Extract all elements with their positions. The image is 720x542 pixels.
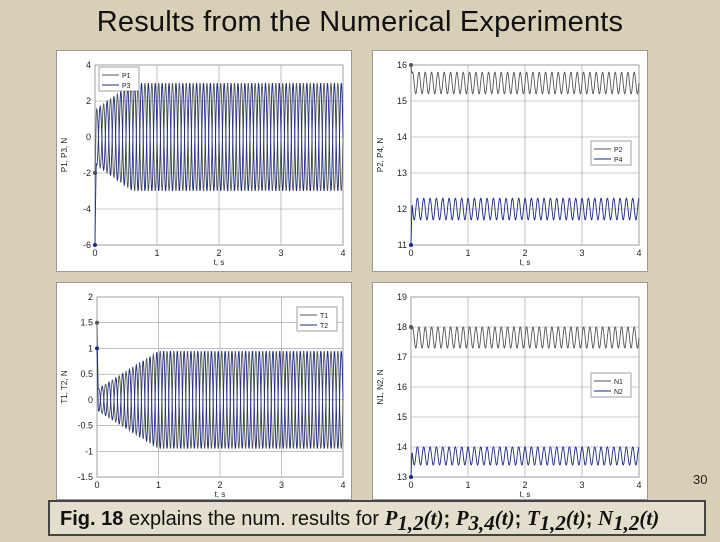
caption-variable-subscript: 3,4: [468, 511, 495, 535]
chart-panel-t12: [56, 282, 352, 500]
x-axis-label: t, s: [519, 258, 531, 267]
legend-label: P2: [614, 147, 623, 154]
caption-text: explains the num. results for: [123, 508, 385, 530]
y-tick-label: -1.5: [77, 472, 93, 482]
page-number: 30: [693, 472, 708, 487]
caption-variable-arg: (t): [423, 506, 444, 530]
y-tick-label: 18: [396, 322, 407, 332]
x-tick-label: 2: [522, 480, 528, 490]
caption-figure-label: Fig. 18: [60, 508, 124, 530]
chart-panel-p24: [372, 50, 648, 272]
y-tick-label: 15: [396, 412, 407, 422]
y-tick-label: -0.5: [77, 420, 93, 431]
y-tick-label: 1: [87, 343, 93, 354]
y-tick-label: 16: [396, 382, 407, 392]
legend-box: [297, 307, 337, 331]
y-tick-label: 0: [87, 394, 93, 405]
y-axis-label: P1, P3, N: [60, 137, 69, 173]
legend-label: T1: [320, 313, 329, 320]
caption-variable: [455, 506, 527, 535]
x-tick-label: 4: [636, 248, 642, 258]
x-tick-label: 0: [408, 480, 414, 490]
x-tick-label: 1: [154, 248, 160, 258]
chart-p24: [373, 51, 647, 271]
y-tick-label: 2: [87, 292, 93, 302]
x-tick-label: 0: [408, 248, 414, 258]
x-tick-label: 2: [522, 248, 528, 258]
caption-variable-name: P: [455, 506, 469, 530]
y-tick-label: 2: [85, 96, 91, 106]
initial-point-T2: [95, 346, 99, 350]
caption-separator: ;: [514, 508, 527, 530]
legend-label: N2: [614, 389, 623, 396]
x-tick-label: 4: [340, 248, 346, 258]
caption-variable-arg: (t): [639, 506, 660, 530]
y-tick-label: 15: [396, 96, 407, 106]
initial-point-N2: [409, 475, 413, 479]
caption-variable-name: T: [526, 506, 540, 530]
y-tick-label: 14: [396, 132, 407, 142]
x-axis-label: t, s: [213, 258, 225, 267]
caption-variable-arg: (t): [565, 506, 586, 530]
y-tick-label: 12: [396, 204, 407, 214]
chart-p13: [57, 51, 351, 271]
x-tick-label: 4: [636, 480, 642, 490]
caption-variable-subscript: 1,2: [539, 511, 566, 535]
initial-point-P4: [409, 243, 413, 247]
y-tick-label: 16: [396, 60, 407, 70]
caption-variable-subscript: 1,2: [397, 511, 424, 535]
caption-variable-name: P: [384, 506, 398, 530]
legend-label: N1: [614, 379, 623, 386]
y-axis-label: P2, P4, N: [376, 137, 385, 173]
y-tick-label: 0.5: [80, 369, 93, 380]
y-axis-label: T1, T2, N: [60, 370, 69, 404]
caption-variable: [597, 506, 660, 535]
x-tick-label: 4: [340, 480, 346, 490]
y-tick-label: 19: [396, 292, 407, 302]
caption-variable-arg: (t): [494, 506, 515, 530]
legend-label: P4: [614, 157, 623, 164]
chart-panel-p13: [56, 50, 352, 272]
initial-point-T1: [95, 321, 99, 325]
y-tick-label: 13: [396, 472, 407, 482]
slide-title: Results from the Numerical Experiments: [96, 6, 624, 38]
caption-variable-name: N: [597, 506, 614, 530]
x-axis-label: t, s: [214, 490, 226, 499]
legend-box: [99, 67, 139, 91]
y-tick-label: -4: [82, 204, 91, 214]
legend-box: [591, 141, 631, 165]
caption-separator: ;: [585, 508, 598, 530]
x-tick-label: 3: [579, 480, 585, 490]
x-tick-label: 3: [278, 480, 285, 490]
caption-variable: [384, 506, 456, 535]
x-tick-label: 2: [216, 248, 222, 258]
chart-panel-n12: [372, 282, 648, 500]
y-tick-label: 1.5: [80, 317, 93, 328]
legend-label: P3: [122, 83, 131, 90]
initial-point-P2: [409, 63, 413, 67]
caption-separator: ;: [443, 508, 456, 530]
x-tick-label: 1: [465, 480, 471, 490]
initial-point-N1: [409, 325, 413, 329]
y-tick-label: -2: [82, 168, 91, 178]
y-axis-label: N1, N2, N: [376, 369, 385, 405]
figure-caption: [48, 500, 706, 536]
chart-n12: [373, 283, 647, 499]
y-tick-label: -1: [84, 446, 93, 457]
y-tick-label: 0: [85, 132, 91, 142]
y-tick-label: 11: [397, 240, 407, 250]
legend-box: [591, 373, 631, 397]
x-tick-label: 3: [278, 248, 284, 258]
x-tick-label: 0: [94, 480, 100, 490]
y-tick-label: 17: [396, 352, 407, 362]
x-tick-label: 1: [465, 248, 471, 258]
y-tick-label: 13: [396, 168, 407, 178]
caption-variable-subscript: 1,2: [613, 511, 640, 535]
y-tick-label: 4: [85, 60, 91, 70]
x-tick-label: 1: [155, 480, 162, 490]
legend-label: T2: [320, 323, 329, 330]
legend-label: P1: [122, 73, 131, 80]
y-tick-label: -6: [82, 240, 91, 250]
chart-t12: [57, 283, 351, 499]
x-axis-label: t, s: [519, 490, 531, 499]
x-tick-label: 0: [92, 248, 98, 258]
y-tick-label: 14: [396, 442, 407, 452]
x-tick-label: 3: [579, 248, 585, 258]
caption-vars: [384, 506, 660, 535]
x-tick-label: 2: [217, 480, 223, 490]
caption-variable: [526, 506, 598, 535]
initial-point-P3: [93, 243, 97, 247]
